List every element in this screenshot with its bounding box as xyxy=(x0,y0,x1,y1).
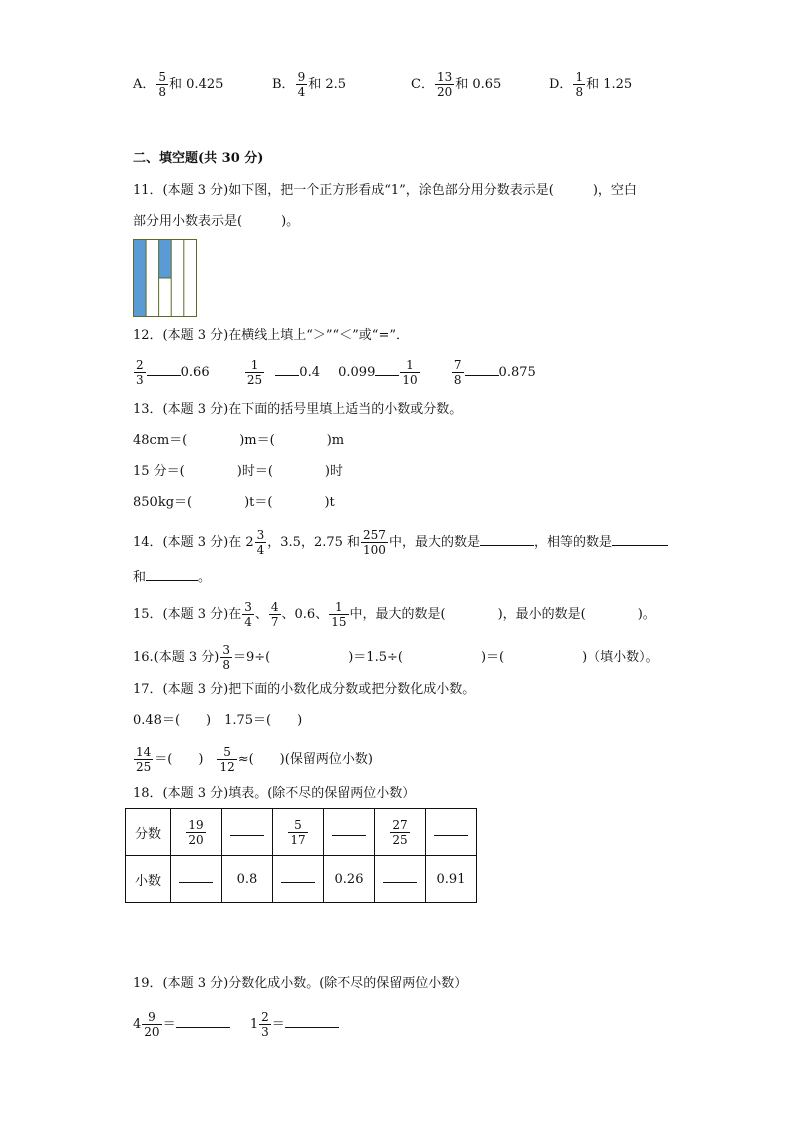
fraction: $\frac{2}{3}$ xyxy=(261,1010,269,1039)
q16-line: 16.(本题 3 分) $\frac{3}{8}$ ＝9÷( )＝1.5÷( )＝( )（填小数）。 xyxy=(133,643,659,672)
table-row xyxy=(126,809,477,856)
fraction: $\frac{1}{25}$ xyxy=(246,358,263,387)
shaded-strip-half xyxy=(159,240,172,278)
q15-line: 15．(本题 3 分)在 $\frac{3}{4}$ 、 $\frac{4}{7}$ 、0.6、 $\frac{1}{15}$ 中，最大的数是( )，最小的数是( )。 xyxy=(133,600,656,629)
answer-blank[interactable] xyxy=(285,1013,339,1028)
table-cell: $\frac{5}{17}$ xyxy=(273,809,324,856)
answer-blank[interactable] xyxy=(146,566,198,581)
row-label: 小数 xyxy=(126,856,171,903)
fraction: $\frac{1}{15}$ xyxy=(331,600,347,629)
fraction: $\frac{3}{4}$ xyxy=(244,600,252,629)
table-cell[interactable] xyxy=(171,856,222,903)
q13-row1[interactable]: 48cm＝( )m＝( )m xyxy=(133,433,345,448)
fraction: $\frac{7}{8}$ xyxy=(453,358,462,387)
q18-text: 18．(本题 3 分)填表。(除不尽的保留两位小数） xyxy=(133,786,416,801)
table-cell: 0.91 xyxy=(426,856,477,903)
fraction: $\frac{5}{12}$ xyxy=(219,745,235,774)
table-cell[interactable] xyxy=(324,809,375,856)
fraction: $\frac{14}{25}$ xyxy=(136,745,152,774)
row-label: 分数 xyxy=(126,809,171,856)
q11-line2: 部分用小数表示是( )。 xyxy=(133,214,300,229)
answer-blank[interactable] xyxy=(375,361,399,376)
answer-blank[interactable] xyxy=(176,1013,230,1028)
table-cell[interactable] xyxy=(273,856,324,903)
q14-line1: 14．(本题 3 分)在 2 $\frac{3}{4}$ ，3.5，2.75 和 $\frac{257}{100}$ 中，最大的数是 ，相等的数是 xyxy=(133,528,668,557)
table-cell[interactable] xyxy=(426,809,477,856)
shaded-strip-full xyxy=(134,240,147,316)
q12-items: $\frac{2}{3}$ 0.66 $\frac{1}{25}$ 0.4 0.099 $\frac{1}{10}$ $\frac{7}{8}$ 0.875 xyxy=(136,358,536,387)
table-cell: 0.8 xyxy=(222,856,273,903)
q19-row: 4 $\frac{9}{20}$ ＝ 1 $\frac{2}{3}$ ＝ xyxy=(133,1010,339,1039)
fraction: $\frac{2}{3}$ xyxy=(136,358,144,387)
fraction: $\frac{1}{10}$ xyxy=(402,358,418,387)
fraction: $\frac{3}{8}$ xyxy=(222,643,230,672)
fraction: $\frac{9}{20}$ xyxy=(144,1010,160,1039)
answer-blank[interactable] xyxy=(275,361,299,376)
fraction: $\frac{3}{4}$ xyxy=(256,528,265,557)
fraction: $\frac{4}{7}$ xyxy=(270,600,279,629)
choice-b: B． $\frac{9}{4}$ 和 2.5 xyxy=(272,70,347,99)
choice-c: C． $\frac{13}{20}$ 和 0.65 xyxy=(411,70,502,99)
q12-text: 12．(本题 3 分)在横线上填上“＞”“＜”或“=”． xyxy=(133,328,409,343)
q14-line2: 和 。 xyxy=(133,566,211,588)
fraction: $\frac{5}{8}$ xyxy=(158,70,167,99)
fraction: $\frac{257}{100}$ xyxy=(363,528,386,557)
q13-text: 13．(本题 3 分)在下面的括号里填上适当的小数或分数。 xyxy=(133,402,463,417)
fraction: $\frac{9}{4}$ xyxy=(297,70,306,99)
answer-blank[interactable] xyxy=(480,531,534,546)
table-cell: $\frac{27}{25}$ xyxy=(375,809,426,856)
section-title: 二、填空题(共 30 分) xyxy=(133,151,264,166)
q17-row2: $\frac{14}{25}$ ＝( ) $\frac{5}{12}$ ≈( )(保留两位小数) xyxy=(136,745,373,774)
answer-blank[interactable] xyxy=(465,361,499,376)
choice-a: A． $\frac{5}{8}$ 和 0.425 xyxy=(133,70,224,99)
table-cell[interactable] xyxy=(375,856,426,903)
answer-blank[interactable] xyxy=(612,531,668,546)
table-cell[interactable] xyxy=(222,809,273,856)
conversion-table xyxy=(125,808,477,903)
q11-line1: 11．(本题 3 分)如下图，把一个正方形看成“1”，涂色部分用分数表示是( )，空白 xyxy=(133,183,637,198)
q19-text: 19．(本题 3 分)分数化成小数。(除不尽的保留两位小数） xyxy=(133,976,468,991)
choice-d: D． $\frac{1}{8}$ 和 1.25 xyxy=(549,70,633,99)
table-row xyxy=(126,856,477,903)
q17-row1[interactable]: 0.48＝( ) 1.75＝( ) xyxy=(133,713,303,728)
table-cell: $\frac{19}{20}$ xyxy=(171,809,222,856)
table-cell: 0.26 xyxy=(324,856,375,903)
q13-row3[interactable]: 850kg＝( )t＝( )t xyxy=(133,495,335,510)
square-diagram xyxy=(133,239,197,317)
q17-text: 17．(本题 3 分)把下面的小数化成分数或把分数化成小数。 xyxy=(133,682,476,697)
fraction: $\frac{1}{8}$ xyxy=(575,70,584,99)
q13-row2[interactable]: 15 分＝( )时＝( )时 xyxy=(133,464,343,479)
answer-blank[interactable] xyxy=(147,361,181,376)
fraction: $\frac{13}{20}$ xyxy=(436,70,453,99)
